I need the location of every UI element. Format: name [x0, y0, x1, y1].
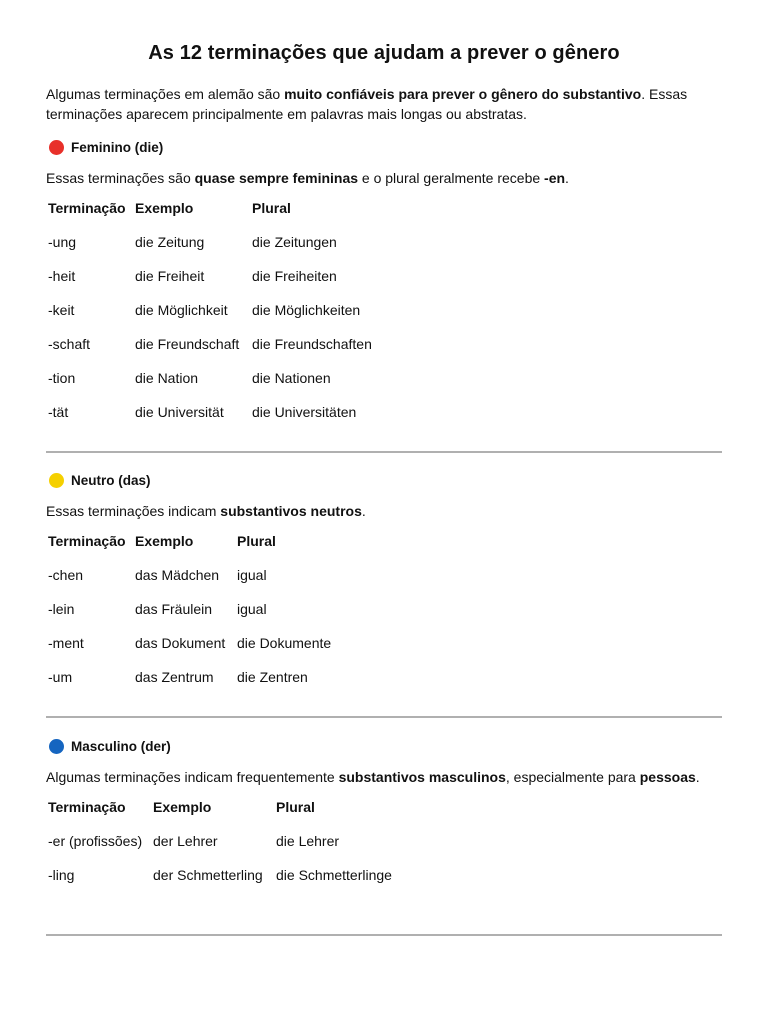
table-cell: die Möglichkeit [135, 302, 228, 318]
column-header: Plural [252, 200, 291, 216]
desc-text: . [695, 769, 700, 785]
table-cell: das Mädchen [135, 567, 220, 583]
table-cell: der Schmetterling [153, 867, 263, 883]
neuter-table [48, 533, 331, 703]
intro-bold: muito confiáveis para prever o gênero do substantivo [284, 86, 642, 102]
table-row [48, 833, 392, 867]
table-cell: igual [237, 601, 267, 617]
column-header: Exemplo [153, 799, 212, 815]
table-cell: die Möglichkeiten [252, 302, 361, 318]
desc-bold: -en [544, 170, 566, 186]
page-title: As 12 terminações que ajudam a prever o gênero [148, 42, 620, 64]
feminine-description [46, 168, 722, 188]
table-cell: -tät [48, 404, 69, 420]
table-cell: das Zentrum [135, 669, 214, 685]
table-header-row [48, 799, 392, 833]
masculine-heading [46, 737, 722, 755]
red-circle-icon [49, 140, 64, 155]
divider [46, 716, 722, 718]
divider [46, 934, 722, 936]
masculine-description [46, 767, 722, 787]
column-header: Terminação [48, 200, 126, 216]
table-cell: die Universitäten [252, 404, 357, 420]
desc-bold: substantivos masculinos [338, 769, 506, 785]
masculine-heading-label: Masculino (der) [71, 738, 171, 754]
intro-paragraph [46, 84, 722, 124]
table-cell: die Universität [135, 404, 224, 420]
table-cell: die Lehrer [276, 833, 340, 849]
table-row [48, 669, 331, 703]
table-row [48, 268, 372, 302]
yellow-circle-icon [49, 473, 64, 488]
desc-text: . [565, 170, 569, 186]
table-cell: das Dokument [135, 635, 226, 651]
section-neuter [46, 471, 722, 703]
desc-text: Essas terminações são [46, 170, 195, 186]
divider [46, 451, 722, 453]
table-cell: -um [48, 669, 73, 685]
table-cell: -keit [48, 302, 75, 318]
desc-text: e o plural geralmente recebe [358, 170, 545, 186]
intro-text-end: . Essas terminações aparecem principalmente em palavras mais longas ou abstratas. [46, 86, 688, 122]
table-cell: die Freundschaften [252, 336, 372, 352]
desc-bold: quase sempre femininas [194, 170, 359, 186]
table-cell: die Zentren [237, 669, 308, 685]
table-cell: die Nation [135, 370, 199, 386]
table-cell: -chen [48, 567, 84, 583]
table-cell: die Freundschaft [135, 336, 240, 352]
column-header: Plural [237, 533, 276, 549]
table-cell: igual [237, 567, 267, 583]
table-cell: -ment [48, 635, 84, 651]
table-cell: -tion [48, 370, 76, 386]
table-row [48, 370, 372, 404]
table-cell: -er (profissões) [48, 833, 143, 849]
column-header: Terminação [48, 799, 126, 815]
desc-text: . [361, 503, 366, 519]
feminine-heading [46, 138, 722, 156]
table-header-row [48, 200, 372, 234]
masculine-table [48, 799, 392, 901]
table-cell: die Schmetterlinge [276, 867, 392, 883]
table-row [48, 336, 372, 370]
neuter-heading-label: Neutro (das) [71, 472, 151, 488]
table-row [48, 601, 331, 635]
column-header: Exemplo [135, 533, 194, 549]
desc-text: Algumas terminações indicam frequentemente [46, 769, 339, 785]
feminine-table [48, 200, 372, 438]
column-header: Plural [276, 799, 315, 815]
table-cell: die Zeitungen [252, 234, 337, 250]
table-row [48, 234, 372, 268]
table-cell: die Freiheit [135, 268, 205, 284]
table-cell: -ung [48, 234, 77, 250]
table-row [48, 635, 331, 669]
desc-text: , especialmente para [505, 769, 640, 785]
table-cell: -lein [48, 601, 75, 617]
table-cell: -ling [48, 867, 75, 883]
column-header: Exemplo [135, 200, 194, 216]
table-cell: die Dokumente [237, 635, 332, 651]
desc-bold: pessoas [639, 769, 696, 785]
table-row [48, 867, 392, 901]
blue-circle-icon [49, 739, 64, 754]
table-cell: -heit [48, 268, 76, 284]
table-row [48, 302, 372, 336]
table-row [48, 404, 372, 438]
neuter-heading [46, 471, 722, 489]
table-row [48, 567, 331, 601]
desc-text: Essas terminações indicam [46, 503, 221, 519]
table-cell: der Lehrer [153, 833, 218, 849]
table-cell: das Fräulein [135, 601, 213, 617]
neuter-description [46, 501, 722, 521]
table-cell: die Nationen [252, 370, 331, 386]
table-cell: -schaft [48, 336, 91, 352]
table-cell: die Freiheiten [252, 268, 337, 284]
desc-bold: substantivos neutros [220, 503, 362, 519]
intro-text: Algumas terminações em alemão são [46, 86, 285, 102]
table-cell: die Zeitung [135, 234, 205, 250]
table-header-row [48, 533, 331, 567]
column-header: Terminação [48, 533, 126, 549]
section-feminine [46, 138, 722, 438]
section-masculine [46, 737, 722, 901]
feminine-heading-label: Feminino (die) [71, 139, 164, 155]
